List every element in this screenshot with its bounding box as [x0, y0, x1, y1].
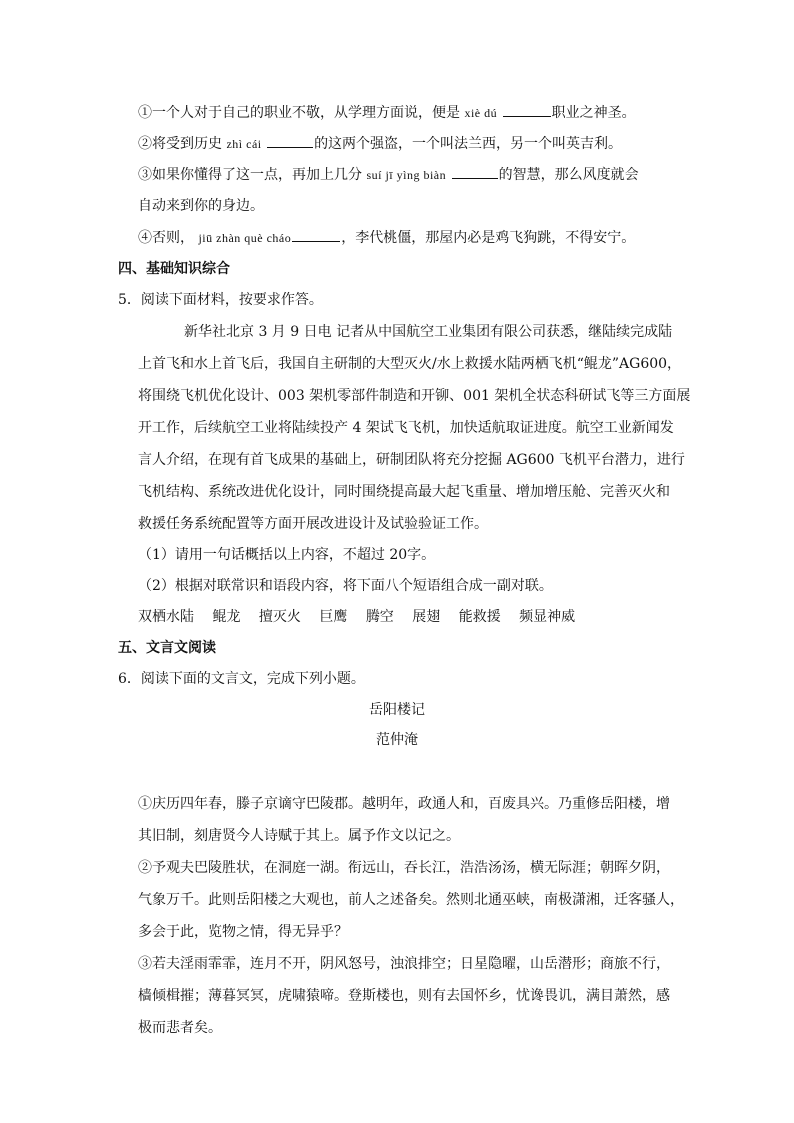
question-stem: 6．阅读下面的文言文，完成下列小题。	[118, 671, 365, 687]
essay-author: 范仲淹	[376, 732, 418, 748]
answer-blank[interactable]	[452, 165, 498, 179]
q4-item-3	[138, 165, 639, 185]
passage-line: 上首飞和水上首飞后，我国自主研制的大型灭火/水上救援水陆两栖飞机“鲲龙”AG600，	[138, 356, 682, 372]
phrase: 腾空	[365, 609, 394, 625]
q4-item-1-pinyin: xiè dú	[464, 106, 498, 120]
q4-item-1-tail: 职业之神圣。	[551, 105, 636, 121]
q4-item-4-pinyin: jiū zhàn què cháo	[198, 231, 292, 245]
passage-line: 新华社北京 3 月 9 日电 记者从中国航空工业集团有限公司获悉，继陆续完成陆	[184, 324, 673, 340]
phrase: 鲲龙	[212, 609, 241, 625]
essay-line: ②予观夫巴陵胜状，在洞庭一湖。衔远山，吞长江，浩浩汤汤，横无际涯；朝晖夕阴，	[138, 860, 670, 876]
essay-line: ③若夫淫雨霏霏，连月不开，阴风怒号，浊浪排空；日星隐曜，山岳潜形；商旅不行，	[138, 956, 670, 972]
phrase: 巨鹰	[319, 609, 348, 625]
q4-item-3-cont-text: 自动来到你的身边。	[138, 198, 264, 214]
phrase: 能救援	[458, 609, 501, 625]
q4-item-4	[138, 228, 635, 248]
essay-line: 气象万千。此则岳阳楼之大观也，前人之述备矣。然则北通巫峡，南极潇湘，迁客骚人，	[138, 892, 684, 908]
essay-title: 岳阳楼记	[369, 702, 425, 718]
q4-item-3-text: ③如果你懂得了这一点，再加上几分	[138, 167, 362, 183]
q4-item-3-tail: 的智慧，那么风度就会	[498, 167, 639, 183]
essay-line: 极而悲者矣。	[138, 1020, 222, 1036]
q4-item-4-text: ④否则，	[138, 230, 194, 246]
passage-line: 救援任务系统配置等方面开展改进设计及试验验证工作。	[138, 516, 488, 532]
section-heading: 四、基础知识综合	[118, 261, 230, 277]
essay-line: 多会于此，览物之情，得无异乎？	[138, 924, 348, 940]
essay-line: ①庆历四年春，滕子京谪守巴陵郡。越明年，政通人和，百废具兴。乃重修岳阳楼，增	[138, 796, 670, 812]
passage-line: 开工作，后续航空工业将陆续投产 4 架试飞飞机，加快适航取证进度。航空工业新闻发	[138, 420, 674, 436]
q4-item-1	[138, 103, 636, 123]
q4-item-4-tail: ，李代桃僵，那屋内必是鸡飞狗跳，不得安宁。	[341, 230, 636, 246]
q4-item-2	[138, 134, 622, 154]
passage-line: 言人介绍，在现有首飞成果的基础上，研制团队将充分挖掘 AG600 飞机平台潜力，进行	[138, 452, 685, 468]
question-stem: 5．阅读下面材料，按要求作答。	[118, 292, 323, 308]
phrase: 频显神威	[519, 609, 576, 625]
essay-line: 樯倾楫摧；薄暮冥冥，虎啸猿啼。登斯楼也，则有去国怀乡，忧谗畏讥，满目萧然，感	[138, 988, 670, 1004]
essay-line: 其旧制，刻唐贤今人诗赋于其上。属予作文以记之。	[138, 828, 460, 844]
passage-line: 将围绕飞机优化设计、003 架机零部件制造和开铆、001 架机全状态科研试飞等三方面展	[138, 388, 691, 404]
section-heading: 五、文言文阅读	[118, 640, 216, 656]
sub-question-2: （2）根据对联常识和语段内容，将下面八个短语组合成一副对联。	[138, 578, 553, 594]
q4-item-3-cont	[138, 196, 264, 216]
q4-item-3-pinyin: suí jī yìng biàn	[366, 168, 447, 182]
q4-item-2-text: ②将受到历史	[138, 136, 222, 152]
q4-item-2-tail: 的这两个强盗，一个叫法兰西，另一个叫英吉利。	[314, 136, 623, 152]
phrase: 双栖水陆	[138, 609, 194, 625]
q4-item-1-text: ①一个人对于自己的职业不敬，从学理方面说，便是	[138, 105, 460, 121]
phrase: 展翅	[412, 609, 441, 625]
answer-blank[interactable]	[292, 228, 340, 242]
phrase: 擅灭火	[258, 609, 301, 625]
answer-blank[interactable]	[267, 134, 313, 148]
phrase-list	[138, 607, 589, 627]
answer-blank[interactable]	[503, 103, 551, 117]
passage-line: 飞机结构、系统改进优化设计，同时围绕提高最大起飞重量、增加增压舱、完善灭火和	[138, 484, 670, 500]
sub-question-1: （1）请用一句话概括以上内容，不超过 20字。	[138, 547, 436, 563]
q4-item-2-pinyin: zhì cái	[226, 137, 262, 151]
